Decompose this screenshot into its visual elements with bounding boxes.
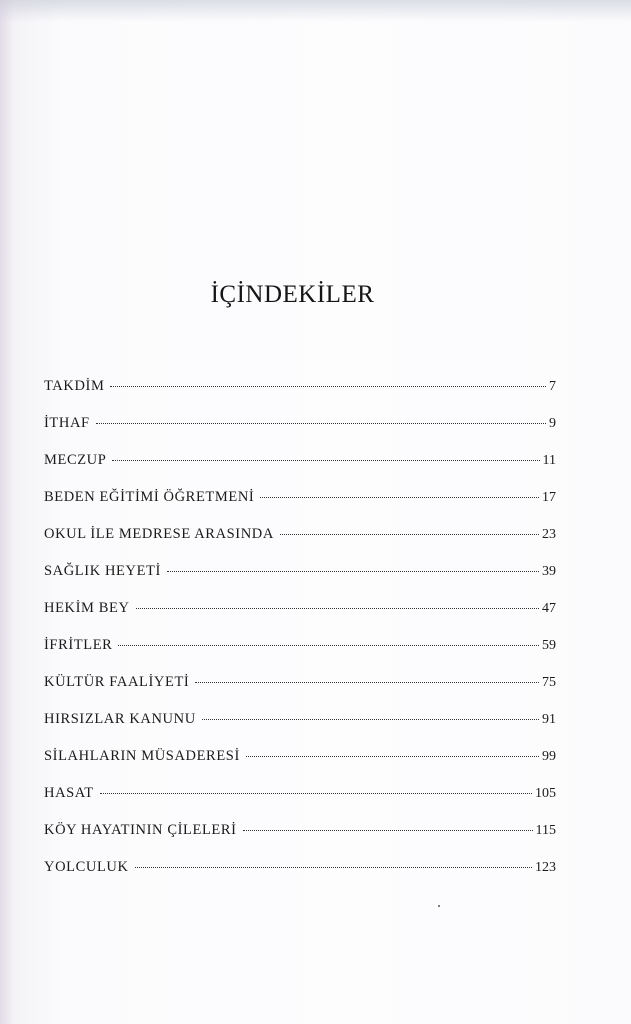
- toc-entry: [44, 822, 556, 859]
- toc-entry-page: 59: [542, 638, 556, 653]
- toc-dot-leader: [96, 423, 546, 424]
- toc-entry-title: SAĞLIK HEYETİ: [44, 563, 161, 579]
- toc-dot-leader: [202, 719, 539, 720]
- page-spine-edge: [0, 0, 14, 1024]
- toc-entry-title: OKUL İLE MEDRESE ARASINDA: [44, 526, 274, 542]
- toc-entry-page: 115: [535, 823, 556, 838]
- toc-entry: [44, 563, 556, 600]
- toc-entry: [44, 711, 556, 748]
- toc-entry: [44, 452, 556, 489]
- toc-entry: [44, 600, 556, 637]
- toc-entry: [44, 415, 556, 452]
- page-top-shadow: [0, 0, 631, 22]
- toc-entry-title: HEKİM BEY: [44, 600, 130, 616]
- toc-entry-title: İTHAF: [44, 415, 90, 431]
- table-of-contents: [44, 378, 556, 896]
- toc-entry-page: 75: [542, 675, 556, 690]
- toc-entry-page: 91: [542, 712, 556, 727]
- toc-entry-title: İFRİTLER: [44, 637, 113, 653]
- toc-entry-page: 17: [542, 490, 556, 505]
- toc-dot-leader: [118, 645, 539, 646]
- toc-entry-page: 11: [542, 453, 556, 468]
- toc-entry-page: 39: [542, 564, 556, 579]
- paper-speck: [438, 905, 440, 907]
- toc-dot-leader: [260, 497, 539, 498]
- toc-entry-title: KÜLTÜR FAALİYETİ: [44, 674, 190, 690]
- toc-entry-title: TAKDİM: [44, 378, 105, 394]
- toc-dot-leader: [280, 534, 539, 535]
- toc-entry: [44, 489, 556, 526]
- toc-dot-leader: [246, 756, 539, 757]
- toc-entry: [44, 378, 556, 415]
- toc-dot-leader: [195, 682, 539, 683]
- toc-entry-title: HIRSIZLAR KANUNU: [44, 711, 196, 727]
- toc-entry-title: HASAT: [44, 785, 94, 801]
- toc-entry-page: 123: [535, 860, 556, 875]
- toc-entry-page: 23: [542, 527, 556, 542]
- toc-entry: [44, 674, 556, 711]
- toc-dot-leader: [243, 830, 533, 831]
- toc-entry-title: YOLCULUK: [44, 859, 129, 875]
- toc-entry-page: 7: [549, 379, 556, 394]
- toc-entry-title: MECZUP: [44, 452, 107, 468]
- toc-dot-leader: [167, 571, 539, 572]
- toc-entry-page: 9: [549, 416, 556, 431]
- toc-entry: [44, 526, 556, 563]
- toc-dot-leader: [136, 608, 539, 609]
- toc-entry: [44, 785, 556, 822]
- toc-entry-title: SİLAHLARIN MÜSADERESİ: [44, 748, 240, 764]
- toc-entry: [44, 748, 556, 785]
- toc-entry: [44, 859, 556, 896]
- toc-entry-page: 47: [542, 601, 556, 616]
- toc-entry-title: BEDEN EĞİTİMİ ÖĞRETMENİ: [44, 489, 255, 505]
- toc-entry-page: 105: [535, 786, 556, 801]
- toc-entry-title: KÖY HAYATININ ÇİLELERİ: [44, 822, 237, 838]
- toc-entry: [44, 637, 556, 674]
- toc-dot-leader: [112, 460, 539, 461]
- toc-entry-page: 99: [542, 749, 556, 764]
- toc-dot-leader: [135, 867, 532, 868]
- page-title: İÇİNDEKİLER: [210, 280, 375, 308]
- toc-dot-leader: [100, 793, 532, 794]
- toc-dot-leader: [110, 386, 546, 387]
